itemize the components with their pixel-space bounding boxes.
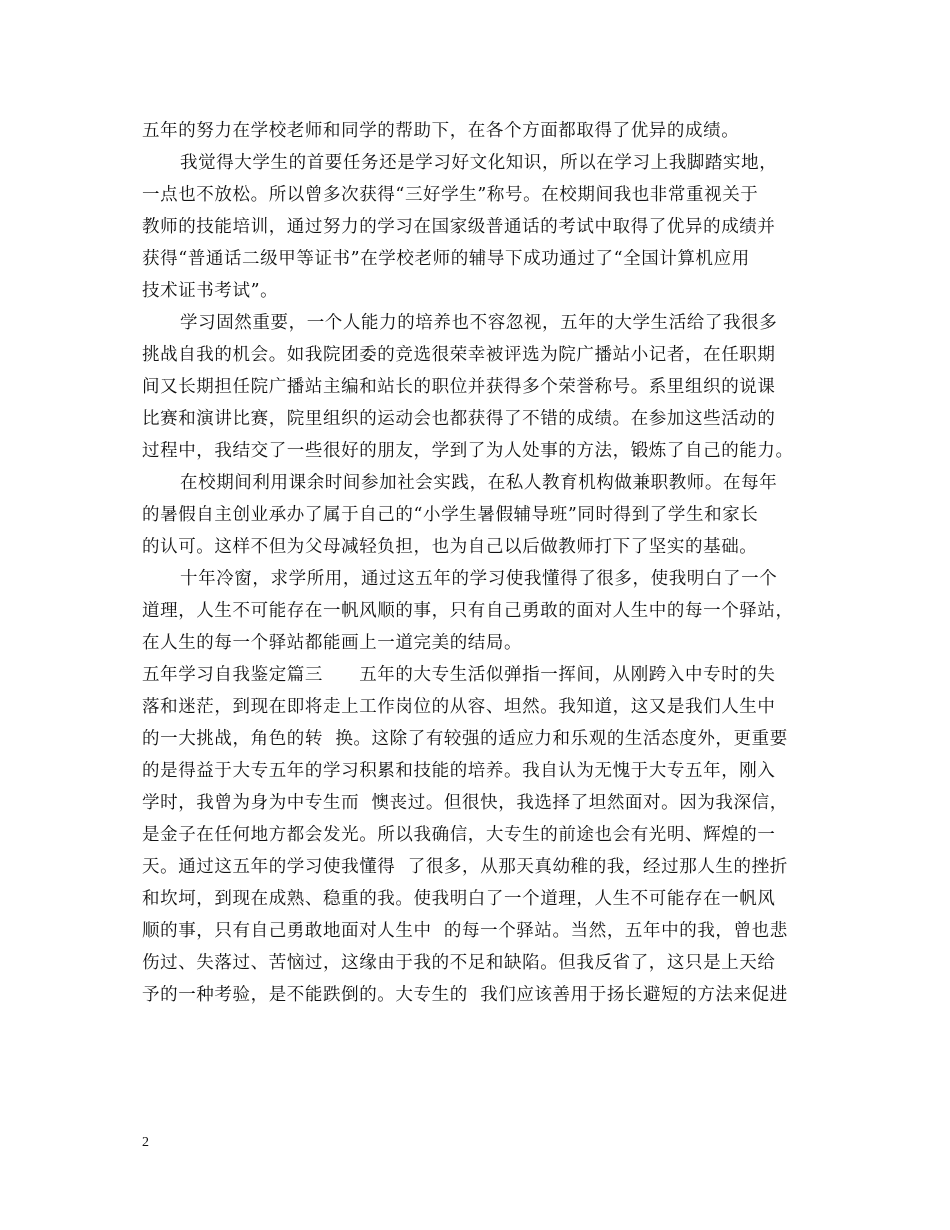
text-line: 五年学习自我鉴定篇三 五年的大专生活似弹指一挥间，从刚跨入中专时的失 [142,665,776,685]
text-line: 一点也不放松。所以曾多次获得“三好学生”称号。在校期间我也非常重视关于 [142,185,759,205]
text-line: 落和迷茫，到现在即将走上工作岗位的从容、坦然。我知道，这又是我们人生中 [142,697,776,717]
text-line: 的是得益于大专五年的学习积累和技能的培养。我自认为无愧于大专五年，刚入 [142,761,776,781]
text-line: 在校期间利用课余时间参加社会实践，在私人教育机构做兼职教师。在每年 [180,473,778,493]
text-line: 比赛和演讲比赛，院里组织的运动会也都获得了不错的成绩。在参加这些活动的 [142,409,776,429]
text-line: 顺的事，只有自己勇敢地面对人生中 的每一个驿站。当然，五年中的我，曾也悲 [142,921,788,941]
text-line: 和坎坷，到现在成熟、稳重的我。使我明白了一个道理，人生不可能存在一帆风 [142,889,776,909]
text-line: 的认可。这样不但为父母减轻负担，也为自己以后做教师打下了坚实的基础。 [142,537,758,557]
text-line: 在人生的每一个驿站都能画上一道完美的结局。 [142,633,523,653]
body-text [142,115,822,1011]
text-line: 我觉得大学生的首要任务还是学习好文化知识，所以在学习上我脚踏实地， [180,153,778,173]
text-line: 的一大挑战，角色的转 换。这除了有较强的适应力和乐观的生活态度外，更重要 [142,729,788,749]
page-number: 2 [142,1135,149,1150]
text-line: 道理，人生不可能存在一帆风顺的事，只有自己勇敢的面对人生中的每一个驿站， [142,601,794,621]
text-line: 学习固然重要，一个人能力的培养也不容忽视，五年的大学生活给了我很多 [180,313,778,333]
text-line: 五年的努力在学校老师和同学的帮助下，在各个方面都取得了优异的成绩。 [142,121,740,141]
text-line: 十年冷窗，求学所用，通过这五年的学习使我懂得了很多，使我明白了一个 [180,569,778,589]
text-line: 的暑假自主创业承办了属于自己的“小学生暑假辅导班”同时得到了学生和家长 [142,505,759,525]
text-line: 学时，我曾为身为中专生而 懊丧过。但很快，我选择了坦然面对。因为我深信， [142,793,788,813]
text-line: 过程中，我结交了一些很好的朋友，学到了为人处事的方法，锻炼了自己的能力。 [142,441,794,461]
text-line: 天。通过这五年的学习使我懂得 了很多，从那天真幼稚的我，经过那人生的挫折 [142,857,788,877]
text-line: 技术证书考试”。 [142,281,279,301]
text-line: 挑战自我的机会。如我院团委的竞选很荣幸被评选为院广播站小记者，在任职期 [142,345,776,365]
text-line: 是金子在任何地方都会发光。所以我确信，大专生的前途也会有光明、辉煌的一 [142,825,776,845]
text-line: 教师的技能培训，通过努力的学习在国家级普通话的考试中取得了优异的成绩并 [142,217,776,237]
text-line: 予的一种考验，是不能跌倒的。大专生的 我们应该善用于扬长避短的方法来促进 [142,985,788,1005]
text-line: 获得“普通话二级甲等证书”在学校老师的辅导下成功通过了“全国计算机应用 [142,249,750,269]
text-line: 间又长期担任院广播站主编和站长的职位并获得多个荣誉称号。系里组织的说课 [142,377,776,397]
text-line: 伤过、失落过、苦恼过，这缘由于我的不足和缺陷。但我反省了，这只是上天给 [142,953,776,973]
